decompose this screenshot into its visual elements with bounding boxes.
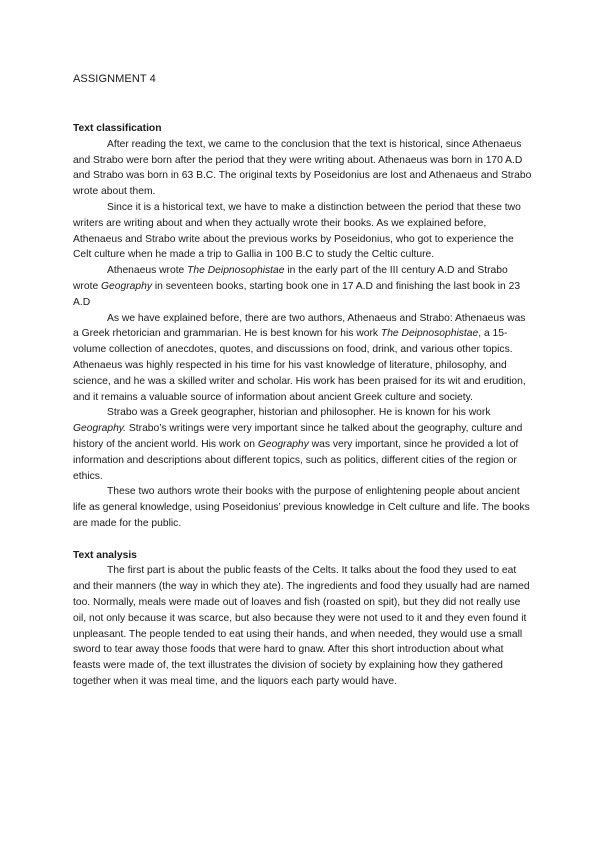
paragraph: These two authors wrote their books with the purpose of enlightening people about ancient life as general knowledge, using Poseidonius’ previous knowledge in Celt culture and life. The books are made for the public.	[73, 486, 530, 529]
paragraph: Since it is a historical text, we have to make a distinction between the period that these two writers are writing about and when they actually wrote their books. As we explained before, Athenaeus and Strabo write about the previous works by Poseidonius, who got to experience the Celt culture when he made a trip to Gallia in 100 B.C to study the Celtic culture.	[73, 201, 521, 261]
text-run: in the early part of the III century A.D and Strabo wrote	[73, 265, 508, 292]
text-run: was very important, since he provided a lot of information and descriptions about different topics, such as politics, different cities of the region or ethics.	[73, 438, 519, 482]
section-heading-text-analysis: Text analysis	[73, 549, 137, 561]
text-run: As we have explained before, there are two authors, Athenaeus and Strabo: Athenaeus was a Greek rhetorician and grammarian. He is best known for his work	[73, 312, 526, 340]
section-heading-text-classification: Text classification	[73, 123, 162, 134]
book-title-geography: Geography	[257, 438, 309, 450]
text-run: Athenaeus wrote	[107, 265, 188, 277]
text-run: , a 15-volume collection of anecdotes, quotes, and discussions on food, drink, and various other topics. Athenaeus was highly respected in his time for his vast knowledge of literature, philosophy, and science, and he was a skilled writer and scholar. His work has been praised for its wit and erudition, and it remains a valuable source of information about ancient Greek culture and society.	[73, 328, 526, 403]
paragraph	[73, 311, 533, 406]
book-title-deipnosophistae: The Deipnosophistae	[187, 265, 285, 277]
paragraph: After reading the text, we came to the conclusion that the text is historical, since Athenaeus and Strabo were born after the period that they were writing about. Athenaeus was born in 170 A.D and Strabo was born in 63 B.C. The original texts by Poseidonius are lost and Athenaeus and Strabo wrote about them.	[73, 138, 532, 198]
document-body	[73, 121, 533, 690]
text-run: Strabo was a Greek geographer, historian and philosopher. He is known for his work	[107, 407, 491, 419]
paragraph: The first part is about the public feasts of the Celts. It talks about the food they used to eat and their manners (the way in which they ate). The ingredients and food they usually had are named too. Normally, meals were made out of loaves and fish (roasted on spit), but they did not really use oil, not only because it was scarce, but also because they were not used to it and they even found it unpleasant. The people tended to eat using their hands, and when needed, they would use a small sword to tear away those foods that were hard to gnaw. After this short introduction about what feasts were made of, the text illustrates the division of society by explaining how they gathered together when it was meal time, and the liquors each party would have.	[73, 565, 530, 687]
document-title: ASSIGNMENT 4	[73, 73, 156, 85]
text-run: Strabo’s writings were very important since he talked about the geography, culture and history of the ancient world. His work on	[73, 423, 523, 450]
paragraph	[73, 263, 533, 310]
book-title-geography: Geography	[101, 280, 152, 292]
paragraph	[73, 405, 533, 484]
book-title-geography: Geography.	[73, 423, 127, 435]
text-run: in seventeen books, starting book one in 17 A.D and finishing the last book in 23 A.D	[73, 280, 521, 308]
book-title-deipnosophistae: The Deipnosophistae	[380, 328, 479, 340]
